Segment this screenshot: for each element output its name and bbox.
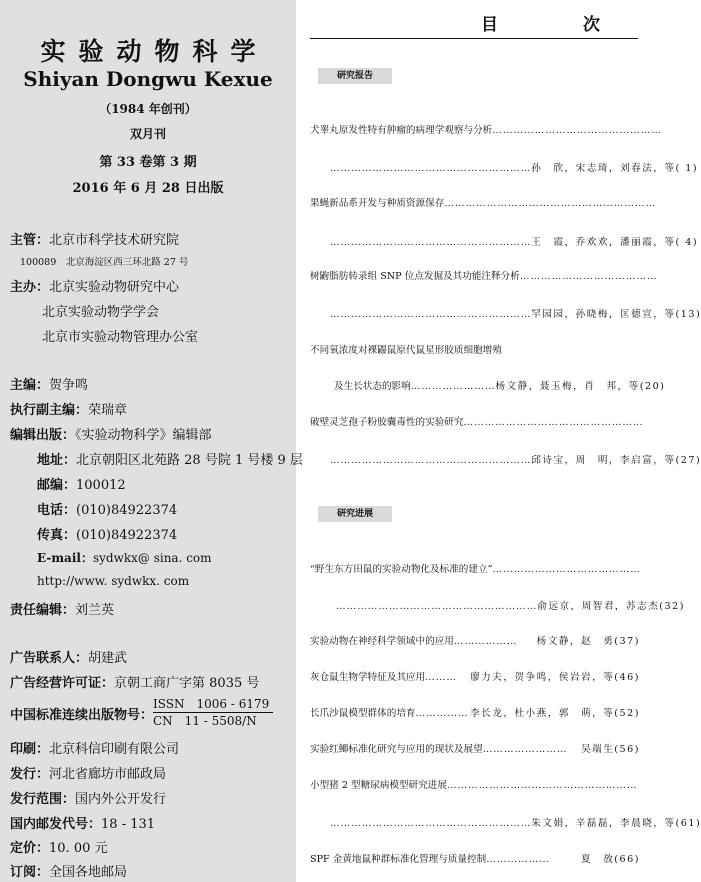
leader-dots: ………………	[453, 636, 518, 647]
row-bianji: 编辑出版：《实验动物科学》编辑部	[10, 428, 212, 443]
leader-dots: ……………	[415, 708, 469, 719]
row-chuanzhen: 传真：(010)84922374	[37, 528, 178, 543]
leader-dots: …………………………………………………	[330, 309, 532, 320]
toc-entry-5-authors: ………………………………………………… 邱诗宝，周 明，李启富，等(27)	[330, 455, 701, 466]
leader-dots: …………………………………	[519, 271, 658, 282]
publication-date: 2016 年 6 月 28 日出版	[72, 181, 224, 196]
leader-dots: ………………………………………………	[446, 780, 638, 791]
row-zhuguan: 主管：北京市科学技术研究院	[10, 233, 180, 248]
leader-dots: ……………………………………………………	[444, 198, 657, 209]
toc-entry-5-title[interactable]: 破壁灵芝孢子粉胶囊毒性的实验研究 ……………………………………………	[310, 417, 644, 428]
leader-dots: ……………………………………	[492, 564, 641, 575]
toc-rule	[310, 38, 638, 39]
journal-title-pinyin: Shiyan Dongwu Kexue	[23, 67, 273, 91]
row-yinshua: 印刷：北京科信印刷有限公司	[10, 742, 180, 757]
toc-entry-6-authors: ………………………………………………… 俞远京，周智君，苏志杰(32)	[336, 601, 686, 612]
toc-entry-4-authors: 及生长状态的影响 …………………… 杨文静，聂玉梅，肖 邦，等(20)	[334, 381, 666, 392]
row-guanggao: 广告联系人：胡建武	[10, 651, 128, 666]
leader-dots: …………………………………………………	[336, 601, 538, 612]
row-email: E-mail：sydwkx@ sina. com	[37, 551, 212, 565]
row-fanwei: 发行范围：国内外公开发行	[10, 792, 167, 807]
toc-entry-10[interactable]: 实验红鲫标准化研究与应用的现状及展望 …………………… 吴端生(56)	[310, 744, 640, 755]
leader-dots: …………………………………………	[492, 125, 662, 136]
toc-entry-6-title[interactable]: “野生东方田鼠的实验动物化及标准的建立” ……………………………………	[310, 564, 641, 575]
toc-entry-7[interactable]: 实验动物在神经科学领域中的应用 ……………… 杨文静，赵 勇(37)	[310, 636, 640, 647]
issn-cn-block	[153, 697, 273, 728]
website-link[interactable]: http://www. sydwkx. com	[37, 574, 190, 588]
toc-entry-8[interactable]: 灰仓鼠生物学特征及其应用 ……… 廖力夫，贺争鸣，侯岩岩，等(46)	[310, 672, 640, 683]
toc-entry-3-title[interactable]: 树鼩脂肪转录组 SNP 位点发掘及其功能注释分析 …………………………………	[310, 271, 658, 282]
row-dingjia: 定价：10. 00 元	[10, 841, 108, 856]
row-biaozhun: 中国标准连续出版物号：	[10, 708, 154, 723]
leader-dots: …………………………………………………	[330, 163, 532, 174]
toc-entry-9[interactable]: 长爪沙鼠模型群体的培育 …………… 李长龙，杜小燕，郭 萌，等(52)	[310, 708, 640, 719]
toc-entry-11-title[interactable]: 小型猪 2 型糖尿病模型研究进展 ………………………………………………	[310, 777, 640, 791]
toc-entry-12[interactable]: SPF 金黄地鼠种群标准化管理与质量控制 ……………… 夏 放(66)	[310, 854, 640, 865]
row-dizhi: 地址：北京朝阳区北苑路 28 号院 1 号楼 9 层	[37, 453, 303, 468]
row-zhixing: 执行副主编：荣瑞章	[10, 403, 128, 418]
masthead-panel	[0, 0, 303, 882]
leader-dots: …………………………………………………	[330, 818, 532, 829]
toc-entry-1-title[interactable]: 犬睾丸原发性特有肿瘤的病理学观察与分析 …………………………………………	[310, 125, 662, 136]
row-zhubian: 主编：贺争鸣	[10, 378, 89, 393]
issn-number: ISSN 1006 - 6179	[153, 697, 273, 713]
leader-dots: ………	[425, 672, 457, 683]
row-faxing: 发行：河北省廊坊市邮政局	[10, 767, 167, 782]
toc-entry-1-authors: ………………………………………………… 孙 欣，宋志琦，刘春法，等( 1)	[330, 163, 699, 174]
row-youbian: 邮编：100012	[37, 478, 126, 493]
zhuban-2: 北京实验动物学学会	[42, 305, 160, 320]
founded-year: （1984 年创刊）	[99, 102, 197, 116]
row-zhuban: 主办：北京实验动物研究中心	[10, 280, 180, 295]
toc-entry-2-title[interactable]: 果蝇新品系开发与种质资源保存 ……………………………………………………	[310, 198, 657, 209]
row-xuke: 广告经营许可证：京朝工商广字第 8035 号	[10, 676, 260, 691]
leader-dots: ……………………	[482, 744, 568, 755]
toc-entry-3-authors: ………………………………………………… 罕园园，孙晓梅，匡德宣，等(13)	[330, 309, 701, 320]
cn-number: CN 11 - 5508/N	[153, 714, 257, 728]
section-label-research-progress: 研究进展	[318, 506, 392, 522]
zhuguan-address: 100089 北京海淀区西三环北路 27 号	[20, 257, 189, 268]
leader-dots: …………………………………………………	[330, 237, 532, 248]
toc-heading: 目 次	[481, 15, 634, 35]
toc-entry-4-title[interactable]: 不同氧浓度对裸鼹鼠原代鼠星形胶质细胞增殖	[310, 345, 502, 356]
row-dianhua: 电话：(010)84922374	[37, 503, 178, 518]
leader-dots: ……………………	[410, 381, 496, 392]
leader-dots: ………………	[486, 854, 550, 865]
row-dingyue: 订阅：全国各地邮局	[10, 865, 128, 880]
volume-issue: 第 33 卷第 3 期	[99, 155, 197, 170]
leader-dots: …………………………………………………	[330, 455, 532, 466]
toc-entry-2-authors: ………………………………………………… 王 霞，乔欢欢，潘丽霞，等( 4)	[330, 237, 699, 248]
toc-entry-11-authors: ………………………………………………… 朱文娟，辛磊磊，李晨晓，等(61)	[330, 818, 701, 829]
frequency: 双月刊	[129, 127, 166, 141]
section-label-research-reports: 研究报告	[318, 68, 392, 84]
zhuban-3: 北京市实验动物管理办公室	[42, 330, 199, 345]
row-daihao: 国内邮发代号：18 - 131	[10, 817, 156, 832]
journal-title-cn: 实验动物科学	[40, 37, 269, 66]
row-zeren: 责任编辑：刘兰英	[10, 603, 115, 618]
leader-dots: ……………………………………………	[463, 417, 644, 428]
